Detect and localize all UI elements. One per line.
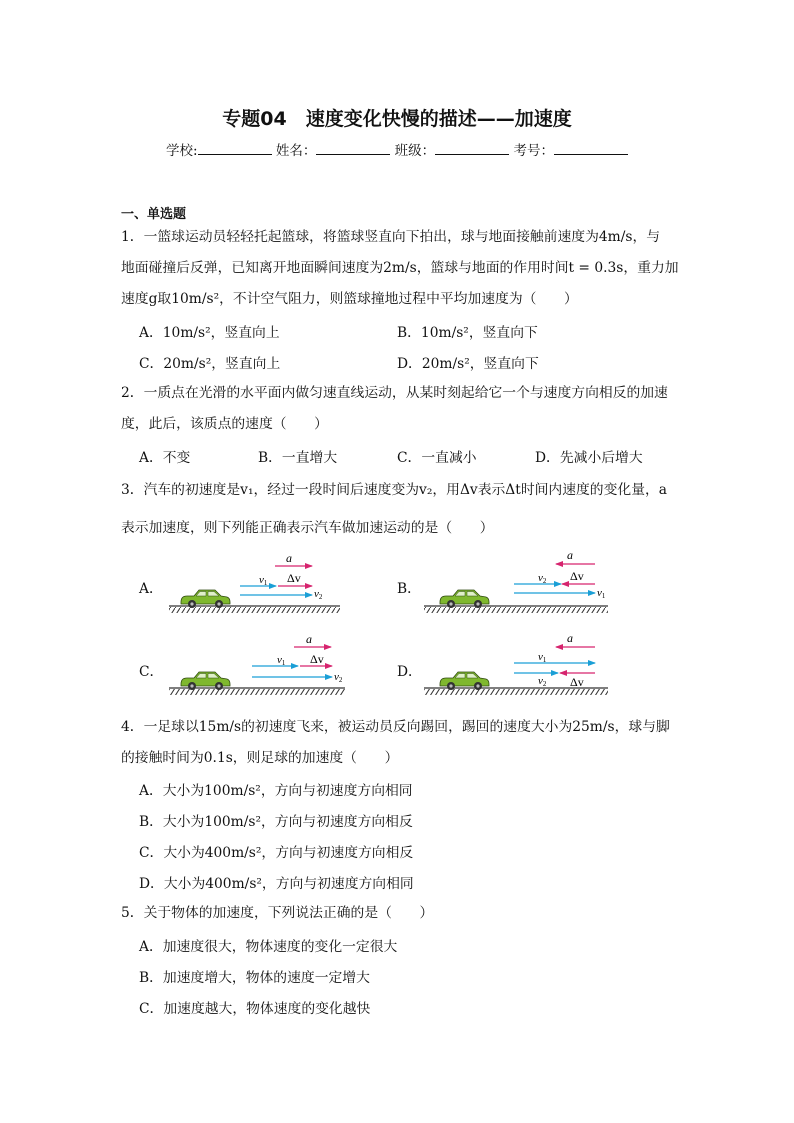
figure-b[interactable] xyxy=(424,548,608,613)
option-c[interactable]: C．一直减小 xyxy=(397,450,477,466)
option-b[interactable]: B．加速度增大，物体的速度一定增大 xyxy=(139,970,370,986)
car-icon xyxy=(181,672,230,690)
a-symbol: a xyxy=(567,548,573,562)
figure-b-label[interactable]: B． xyxy=(397,581,421,597)
v2-symbol: v2 xyxy=(314,588,323,601)
question-text: 5．关于物体的加速度，下列说法正确的是（ ） xyxy=(121,905,434,921)
option-a[interactable]: A．10m/s²，竖直向上 xyxy=(139,325,280,341)
name-label: 姓名： xyxy=(275,143,317,159)
option-c[interactable]: C．大小为400m/s²，方向与初速度方向相反 xyxy=(139,845,414,861)
option-c[interactable]: C．加速度越大，物体速度的变化越快 xyxy=(139,1001,371,1017)
section-title: 一、单选题 xyxy=(121,207,187,222)
question-text: 度，此后，该质点的速度（ ） xyxy=(121,416,328,432)
figure-a-label[interactable]: A． xyxy=(139,581,163,597)
question-text: 速度g取10m/s²，不计空气阻力，则篮球撞地过程中平均加速度为（ ） xyxy=(121,291,578,307)
option-d[interactable]: D．大小为400m/s²，方向与初速度方向相同 xyxy=(139,876,414,892)
a-symbol: a xyxy=(286,551,292,565)
school-label: 学校: xyxy=(166,143,198,159)
option-a[interactable]: A．加速度很大，物体速度的变化一定很大 xyxy=(139,939,398,955)
question-text: 1．一篮球运动员轻轻托起篮球，将篮球竖直向下拍出，球与地面接触前速度为4m/s，与 xyxy=(121,229,661,245)
question-text: 4．一足球以15m/s的初速度飞来，被运动员反向踢回，踢回的速度大小为25m/s，球与脚 xyxy=(121,719,670,735)
v1-symbol: v1 xyxy=(538,651,547,664)
figure-a[interactable] xyxy=(169,551,340,613)
dv-symbol: Δv xyxy=(570,675,584,689)
dv-symbol: Δv xyxy=(570,569,584,583)
ground-hatch xyxy=(169,607,340,613)
option-c[interactable]: C．20m/s²，竖直向上 xyxy=(139,356,281,372)
figure-c[interactable] xyxy=(169,632,345,695)
class-label: 班级： xyxy=(394,143,436,159)
page-title: 专题04 速度变化快慢的描述——加速度 xyxy=(222,108,572,130)
car-icon xyxy=(440,672,489,690)
option-a[interactable]: A．大小为100m/s²，方向与初速度方向相同 xyxy=(139,783,413,799)
dv-symbol: Δv xyxy=(287,571,301,585)
ground-hatch xyxy=(169,689,345,695)
option-b[interactable]: B．一直增大 xyxy=(258,450,338,466)
car-icon xyxy=(440,590,489,608)
question-text: 3．汽车的初速度是v₁，经过一段时间后速度变为v₂，用Δv表示Δt时间内速度的变化量，a xyxy=(121,482,668,498)
option-d[interactable]: D．20m/s²，竖直向下 xyxy=(397,356,539,372)
v1-symbol: v1 xyxy=(597,587,606,600)
figure-d[interactable] xyxy=(424,631,608,695)
option-b[interactable]: B．10m/s²，竖直向下 xyxy=(397,325,538,341)
figure-c-label[interactable]: C． xyxy=(139,664,164,680)
option-a[interactable]: A．不变 xyxy=(139,450,191,466)
option-b[interactable]: B．大小为100m/s²，方向与初速度方向相反 xyxy=(139,814,413,830)
question-text: 2．一质点在光滑的水平面内做匀速直线运动，从某时刻起给它一个与速度方向相反的加速 xyxy=(121,385,668,401)
question-text: 表示加速度，则下列能正确表示汽车做加速运动的是（ ） xyxy=(121,520,494,536)
exam-number-label: 考号： xyxy=(513,143,554,159)
v2-symbol: v2 xyxy=(538,675,547,688)
v1-symbol: v1 xyxy=(277,654,286,667)
car-icon xyxy=(181,590,230,608)
option-d[interactable]: D．先减小后增大 xyxy=(535,450,643,466)
a-symbol: a xyxy=(567,631,573,645)
question-text: 地面碰撞后反弹，已知离开地面瞬间速度为2m/s，篮球与地面的作用时间t = 0.3s，重力加 xyxy=(121,260,679,276)
a-symbol: a xyxy=(306,632,312,646)
question-text: 的接触时间为0.1s，则足球的加速度（ ） xyxy=(121,750,399,766)
v1-symbol: v1 xyxy=(259,574,268,587)
v2-symbol: v2 xyxy=(334,671,343,684)
figure-d-label[interactable]: D． xyxy=(397,664,422,680)
v2-symbol: v2 xyxy=(538,572,547,585)
dv-symbol: Δv xyxy=(310,652,324,666)
